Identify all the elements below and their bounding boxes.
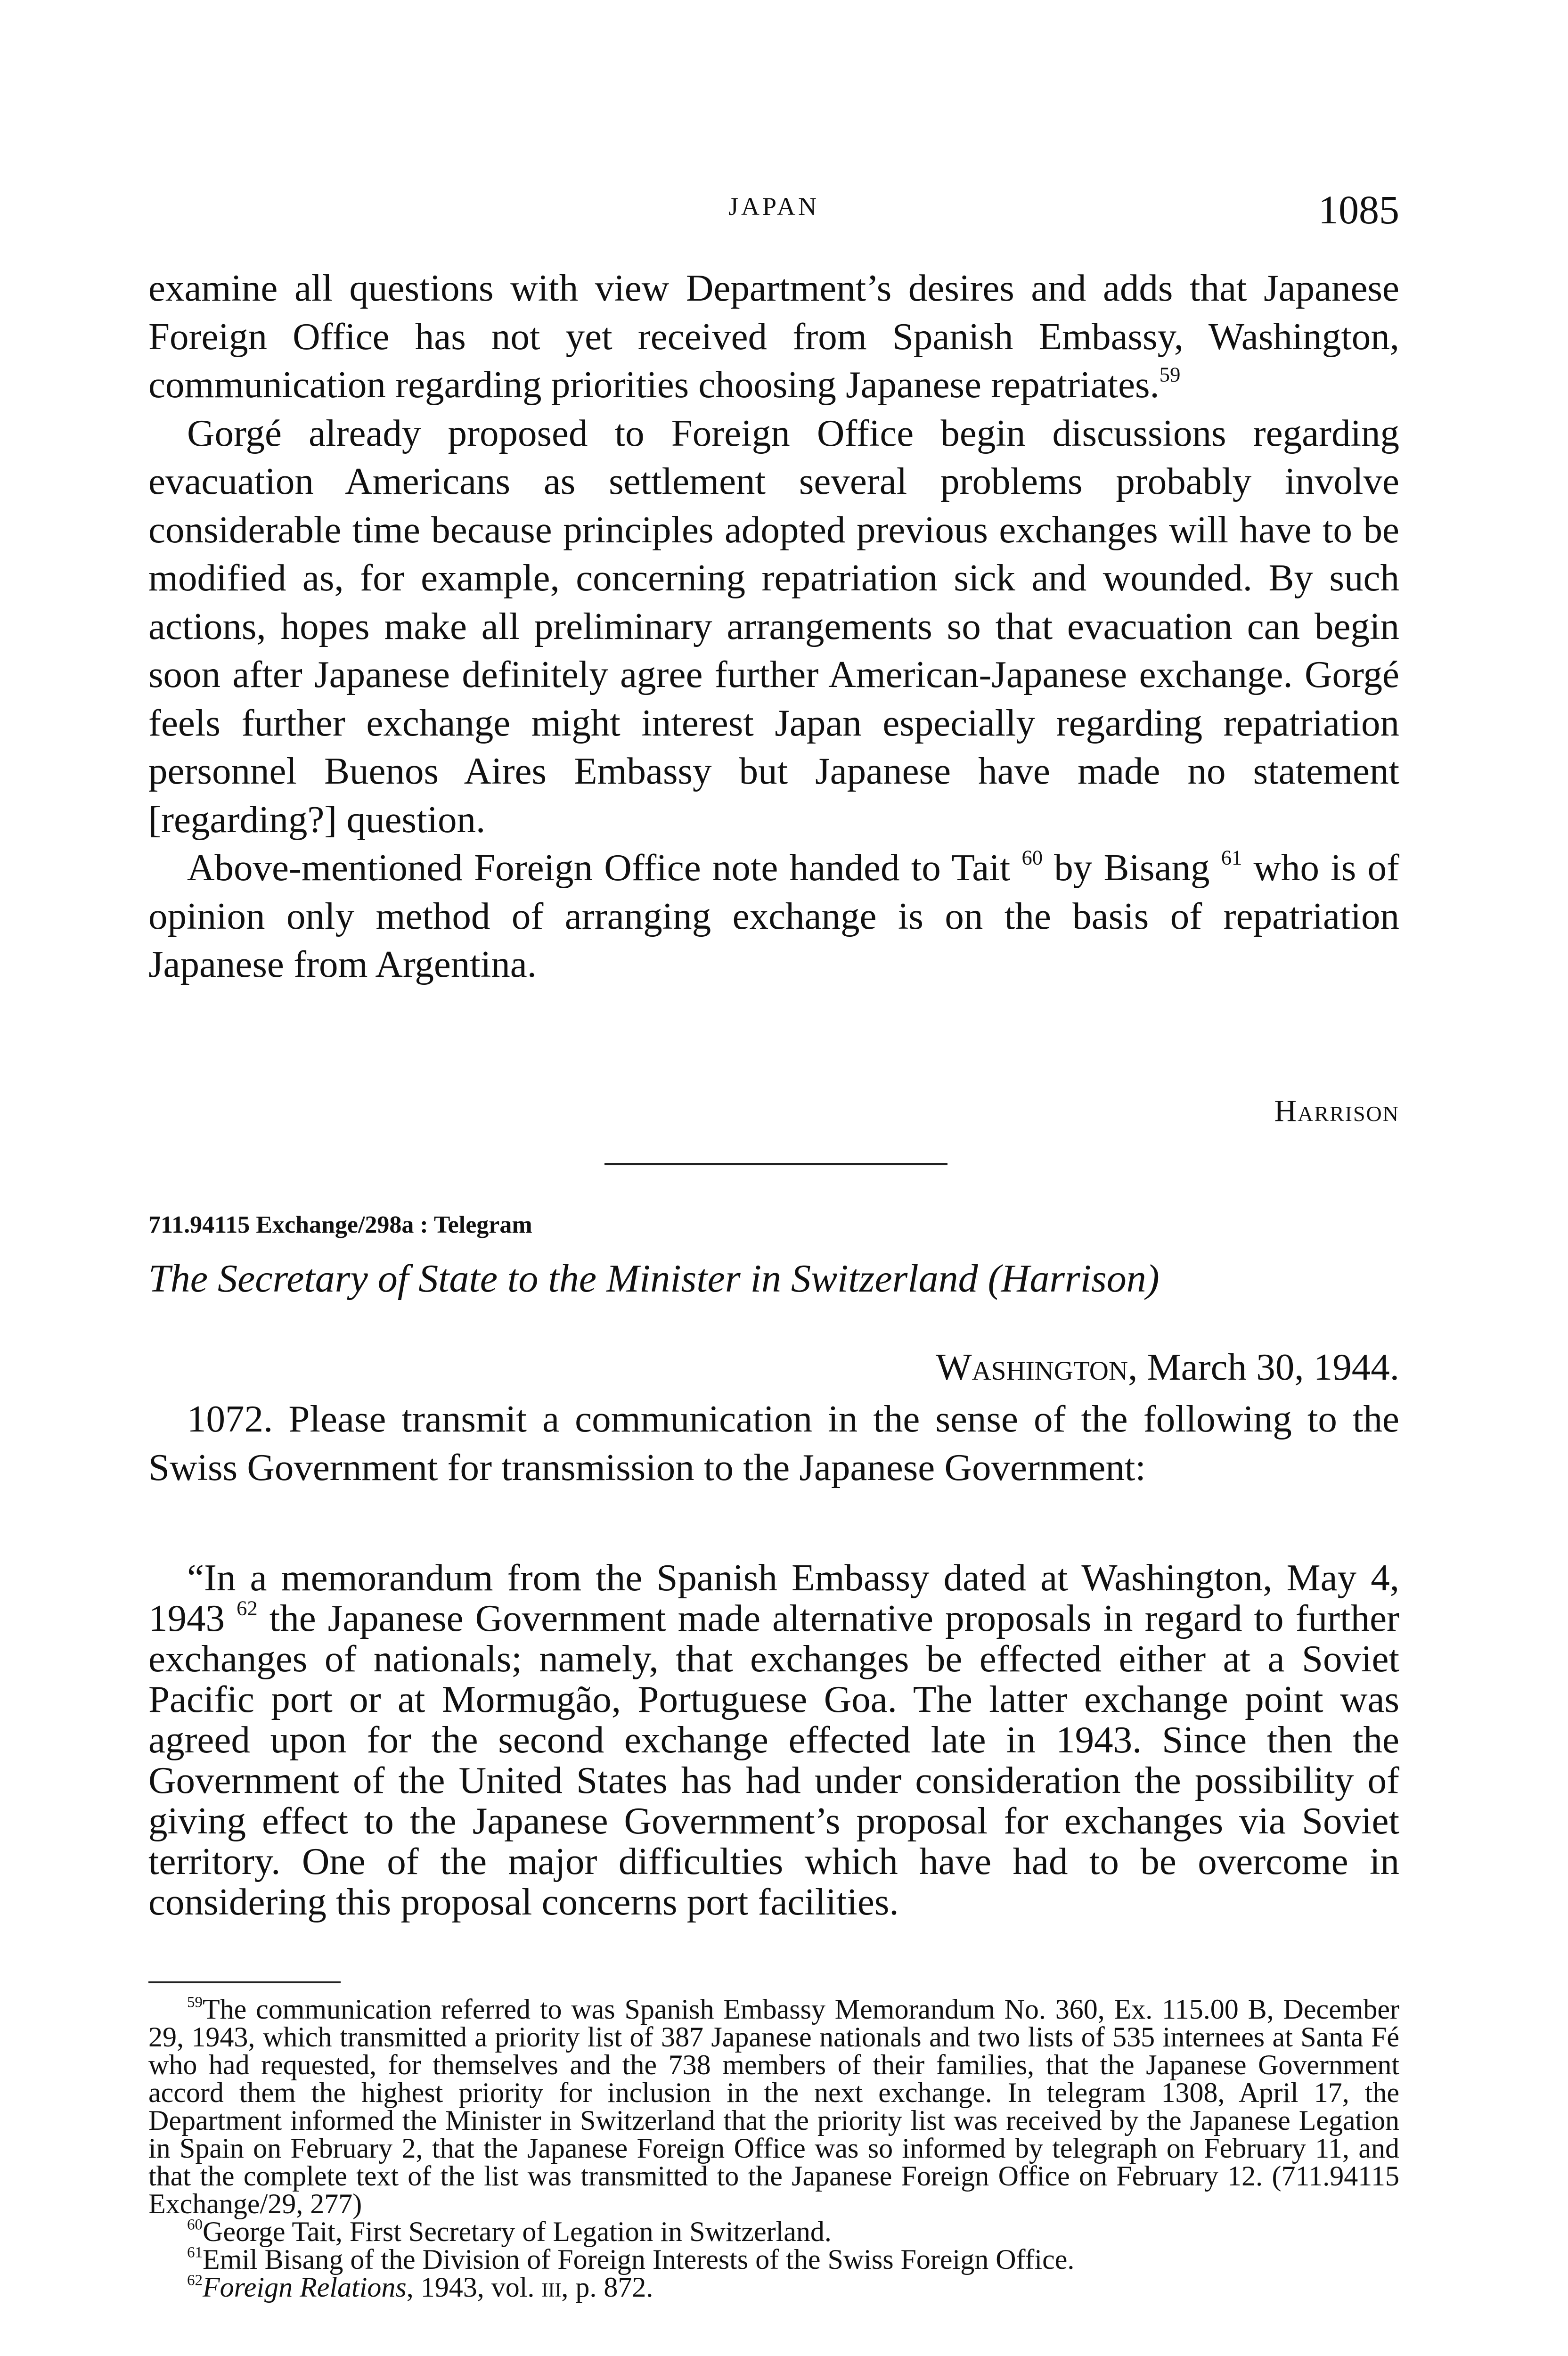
footnote-number: 61 bbox=[187, 2244, 203, 2261]
footnote-rule bbox=[148, 1981, 341, 1983]
footnote bbox=[148, 2246, 1399, 2274]
title-close: ) bbox=[1146, 1257, 1160, 1301]
file-reference: 711.94115 Exchange/298a : Telegram bbox=[148, 1211, 532, 1238]
footnote-ref: 61 bbox=[1221, 845, 1242, 869]
paragraph-text: who is of opinion only method of arranging exchange is on the basis of repatriation Japanese from Argentina. bbox=[148, 846, 1400, 985]
footnote-title: Foreign Relations bbox=[203, 2272, 407, 2303]
footnote-text: Emil Bisang of the Division of Foreign Interests of the Swiss Foreign Office. bbox=[203, 2244, 1075, 2275]
signature: Harrison bbox=[1274, 1094, 1399, 1128]
footnote bbox=[148, 2274, 1399, 2301]
footnote-number: 59 bbox=[187, 1994, 203, 2011]
footnote-text: The communication referred to was Spanish Embassy Memorandum No. 360, Ex. 115.00 B, December 29, 1943, which transmitted a priority list of 387 Japanese nationals and two lists of 535 internees at Santa Fé who had requested, for themselves and the 738 members of their families, that the Japanese Government accord them the highest priority for inclusion in the next exchange. In telegram 1308, April 17, the Department informed the Minister in Switzerland that the priority list was received by the Japanese Legation in Spain on February 2, that the Japanese Foreign Office was so informed by telegraph on February 11, and that the complete text of the list was transmitted to the Japanese Foreign Office on February 12. (711.94115 Exchange/29, 277) bbox=[148, 1994, 1399, 2219]
footnote-ref: 62 bbox=[237, 1596, 258, 1620]
body-paragraph: Gorgé already proposed to Foreign Office begin discussions regarding evacuation Americans as settlement several problems probably involve considerable time because principles adopted previous exchanges will have to be modified as, for example, concerning repatriation sick and wounded. By such actions, hopes make all preliminary arrangements so that evacuation can begin soon after Japanese definitely agree further American-Japanese exchange. Gorgé feels further exchange might interest Japan especially regarding repatriation personnel Buenos Aires Embassy but Japanese have made no statement [regarding?] question. bbox=[148, 411, 1399, 841]
footnote-text: , 1943, vol. bbox=[406, 2272, 542, 2303]
quoted-memorandum bbox=[148, 1557, 1399, 1922]
telegram-body bbox=[148, 1395, 1399, 1491]
footnote bbox=[148, 1996, 1399, 2218]
paragraph-text: by Bisang bbox=[1043, 846, 1210, 889]
title-name: Harrison bbox=[1001, 1257, 1146, 1301]
body-paragraph: 1072. Please transmit a communication in the sense of the following to the Swiss Government for transmission to the Japanese Government: bbox=[148, 1398, 1399, 1489]
paragraph-text: Above-mentioned Foreign Office note handed to Tait bbox=[187, 846, 1011, 889]
footnote-ref: 60 bbox=[1021, 845, 1043, 869]
quote-text: the Japanese Government made alternative proposals in regard to further exchanges of nationals; namely, that exchanges be effected either at a Soviet Pacific port or at Mormugão, Portuguese Goa. The latter exchange point was agreed upon for the second exchange effected late in 1943. Since then the Government of the United States has had under consideration the possibility of giving effect to the Japanese Government’s proposal for exchanges via Soviet territory. One of the major difficulties which have had to be overcome in considering this proposal concerns port facilities. bbox=[148, 1597, 1399, 1923]
running-title: JAPAN bbox=[728, 192, 820, 221]
dateline-city: Washington bbox=[936, 1346, 1128, 1388]
footnote-ref: 59 bbox=[1159, 362, 1181, 386]
footnotes bbox=[148, 1996, 1399, 2301]
document-title bbox=[148, 1256, 1160, 1301]
footnote bbox=[148, 2218, 1399, 2246]
footnote-text: George Tait, First Secretary of Legation in Switzerland. bbox=[203, 2216, 832, 2247]
footnote-volume: iii bbox=[541, 2272, 562, 2303]
body-paragraph bbox=[148, 264, 1399, 409]
dateline-date: , March 30, 1944. bbox=[1128, 1346, 1399, 1388]
letter-body bbox=[148, 264, 1399, 989]
page-number: 1085 bbox=[1318, 187, 1399, 232]
paragraph-text: examine all questions with view Department’s desires and adds that Japanese Foreign Office has not yet received from Spanish Embassy, Washington, communication regarding priorities choosing Japanese repatriates. bbox=[148, 267, 1399, 406]
running-header bbox=[148, 186, 1399, 238]
dateline bbox=[936, 1345, 1399, 1389]
section-divider bbox=[604, 1163, 947, 1165]
body-paragraph bbox=[148, 843, 1399, 989]
quote-text: “In a memorandum from the Spanish Embassy dated at Washington, May 4, 1943 bbox=[148, 1556, 1399, 1639]
footnote-page: , p. 872. bbox=[561, 2272, 653, 2303]
footnote-number: 62 bbox=[187, 2272, 203, 2289]
title-text: The Secretary of State to the Minister in Switzerland ( bbox=[148, 1257, 1001, 1301]
footnote-number: 60 bbox=[187, 2216, 203, 2233]
